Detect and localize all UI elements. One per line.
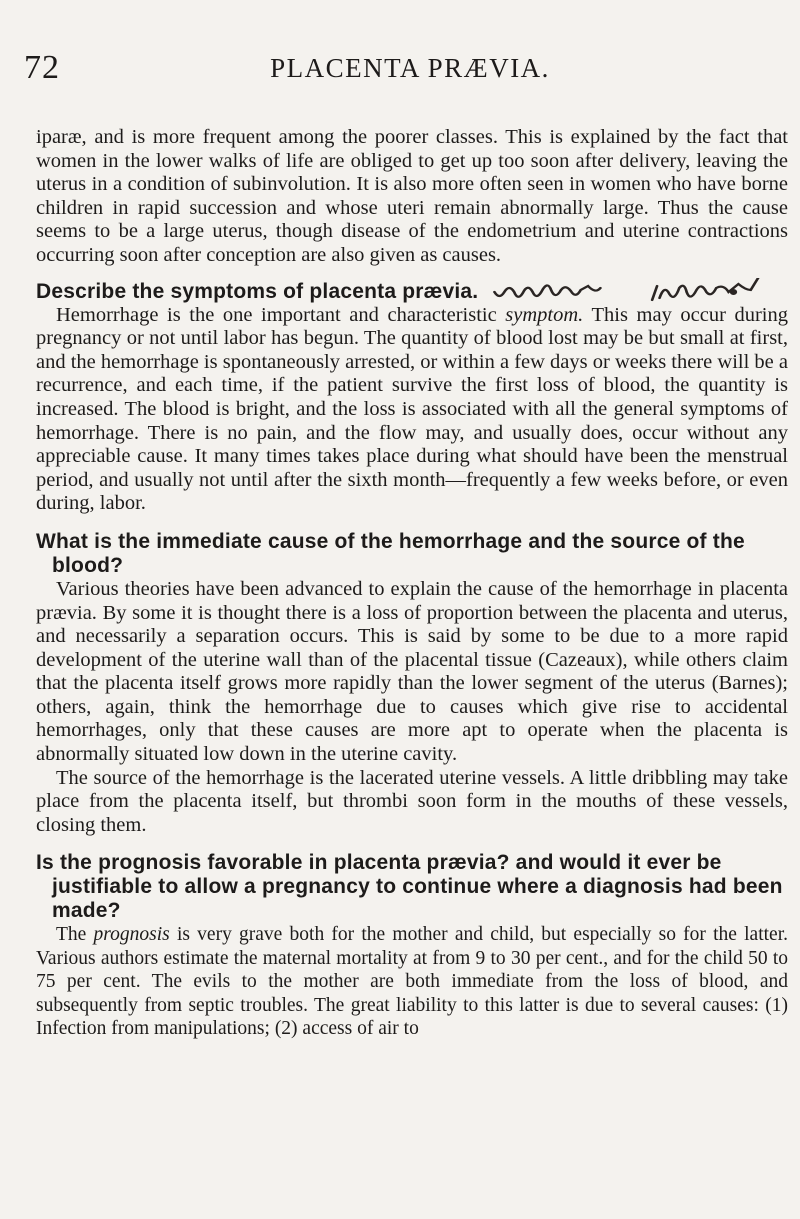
- prognosis-question: Is the prognosis favorable in placenta prævia? and would it ever be justifiable to allow a pregnancy to continue where a diagnosis had been made?: [36, 851, 783, 923]
- symptoms-answer: [36, 304, 788, 516]
- prognosis-answer-rest: is very grave both for the mother and child, but especially so for the latter. Various authors estimate the maternal mortality at from 9 to 30 per cent., and for the child 50 to 75 per cent. The evils to the mother are both immediate from the loss of blood, and subsequently from septic troubles. The great liability to this latter is due to several causes: (1) Infection from manipulations; (2) access of air to: [36, 924, 788, 1040]
- cause-answer-paragraph-2: The source of the hemorrhage is the lacerated uterine vessels. A little dribbling may take place from the placenta itself, but thrombi soon form in the mouths of these vessels, closing them.: [36, 766, 788, 836]
- page-content: [36, 126, 788, 1040]
- prognosis-answer-start: The: [56, 924, 94, 946]
- running-title: PLACENTA PRÆVIA.: [270, 53, 550, 83]
- cause-question: What is the immediate cause of the hemorrhage and the source of the blood?: [36, 529, 745, 577]
- prognosis-answer-emphasis: prognosis: [93, 924, 170, 946]
- handwritten-annotation: [492, 278, 788, 304]
- intro-paragraph: iparæ, and is more frequent among the poorer classes. This is explained by the fact that women in the lower walks of life are obliged to get up too soon after delivery, leaving the uterus in a condition of subinvolution. It is also more often seen in women who have borne children in rapid succession and whose uteri remain abnormally large. Thus the cause seems to be a large uterus, though disease of the endometrium and uterine contractions occurring soon after conception are also given as causes.: [36, 126, 788, 266]
- symptoms-answer-rest: This may occur during pregnancy or not until labor has begun. The quantity of blood lost may be but small at first, and the hemorrhage is spontaneously arrested, or within a few days or weeks there will be a recurrence, and each time, if the patient survive the first loss of blood, the quantity is increased. The blood is bright, and the loss is associated with all the general symptoms of hemorrhage. There is no pain, and the flow may, and usually does, occur without any appreciable cause. It many times takes place during what should have been the menstrual period, and usually not until after the sixth month—frequently a few weeks before, or even during, labor.: [36, 303, 788, 515]
- cause-answer-paragraph-1: Various theories have been advanced to explain the cause of the hemorrhage in placenta prævia. By some it is thought there is a loss of proportion between the placenta and uterus, and necessarily a separation occurs. This is said by some to be due to a more rapid development of the uterine wall than of the placental tissue (Cazeaux), while others claim that the placenta itself grows more rapidly than the lower segment of the uterus (Barnes); others, again, think the hemorrhage due to causes which give rise to accidental hemorrhages, only that these causes are more apt to operate when the placenta is abnormally situated low down in the uterine cavity.: [36, 577, 788, 766]
- page-header: [0, 48, 800, 88]
- symptoms-answer-start: Hemorrhage is the one important and characteristic: [56, 303, 506, 326]
- symptoms-question-row: [36, 278, 788, 304]
- symptoms-question: Describe the symptoms of placenta prævia.: [36, 279, 479, 303]
- page-number: 72: [24, 49, 60, 86]
- prognosis-answer: [36, 923, 788, 1040]
- symptoms-answer-emphasis: symptom.: [505, 303, 584, 326]
